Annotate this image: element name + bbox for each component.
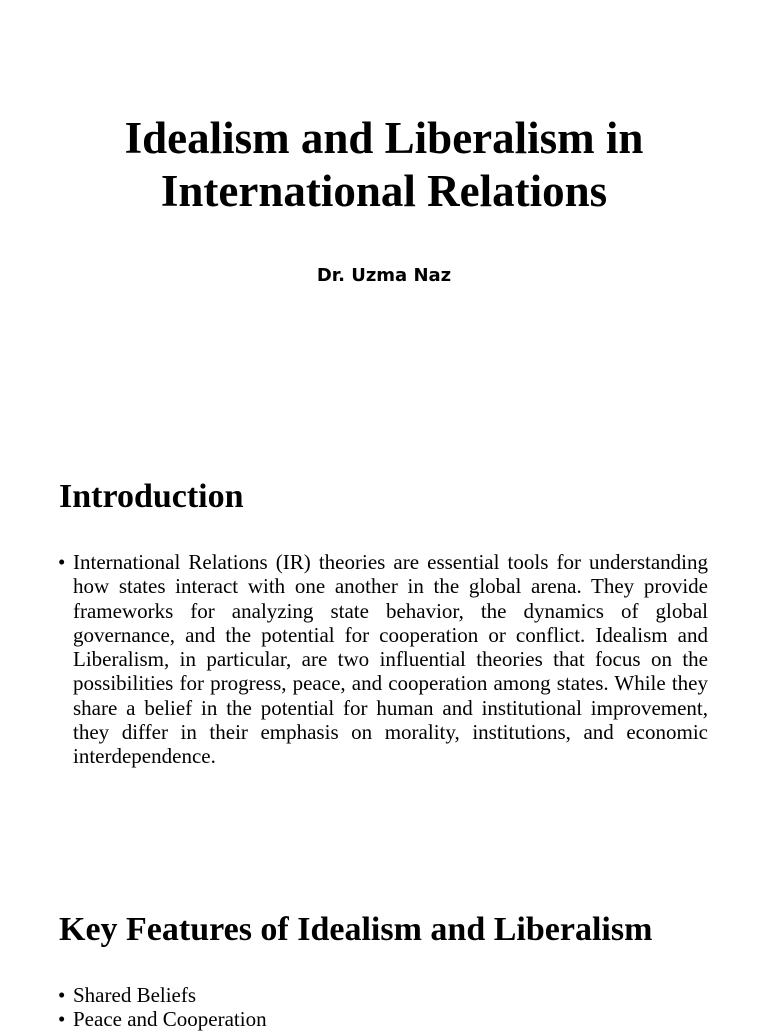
document-title [0,112,768,218]
bullet-icon: • [58,983,66,1007]
key-features-heading: Key Features of Idealism and Liberalism [59,911,653,948]
title-line-1: Idealism and Liberalism in [124,113,644,163]
list-item [58,550,708,769]
bullet-icon: • [58,550,66,574]
list-item [58,1007,708,1031]
author-name: Dr. Uzma Naz [316,265,452,286]
introduction-bullet-list [58,550,708,769]
feature-item-shared-beliefs: Shared Beliefs [73,983,197,1007]
bullet-icon: • [58,1007,66,1032]
list-item [58,983,708,1007]
feature-item-peace-and-cooperation: Peace and Cooperation [73,1007,267,1032]
introduction-heading: Introduction [59,478,244,515]
key-features-bullet-list [58,983,708,1032]
introduction-paragraph: International Relations (IR) theories are essential tools for understanding how states interact with one another in the global arena. They provide frameworks for analyzing state behavior, the dynamics of global governance, and the potential for cooperation or conflict. Idealism and Liberalism, in particular, are two influential theories that focus on the possibilities for progress, peace, and cooperation among states. While they share a belief in the potential for human and institutional improvement, they differ in their emphasis on morality, institutions, and economic interdependence. [73,550,708,769]
title-line-2: International Relations [160,166,608,216]
